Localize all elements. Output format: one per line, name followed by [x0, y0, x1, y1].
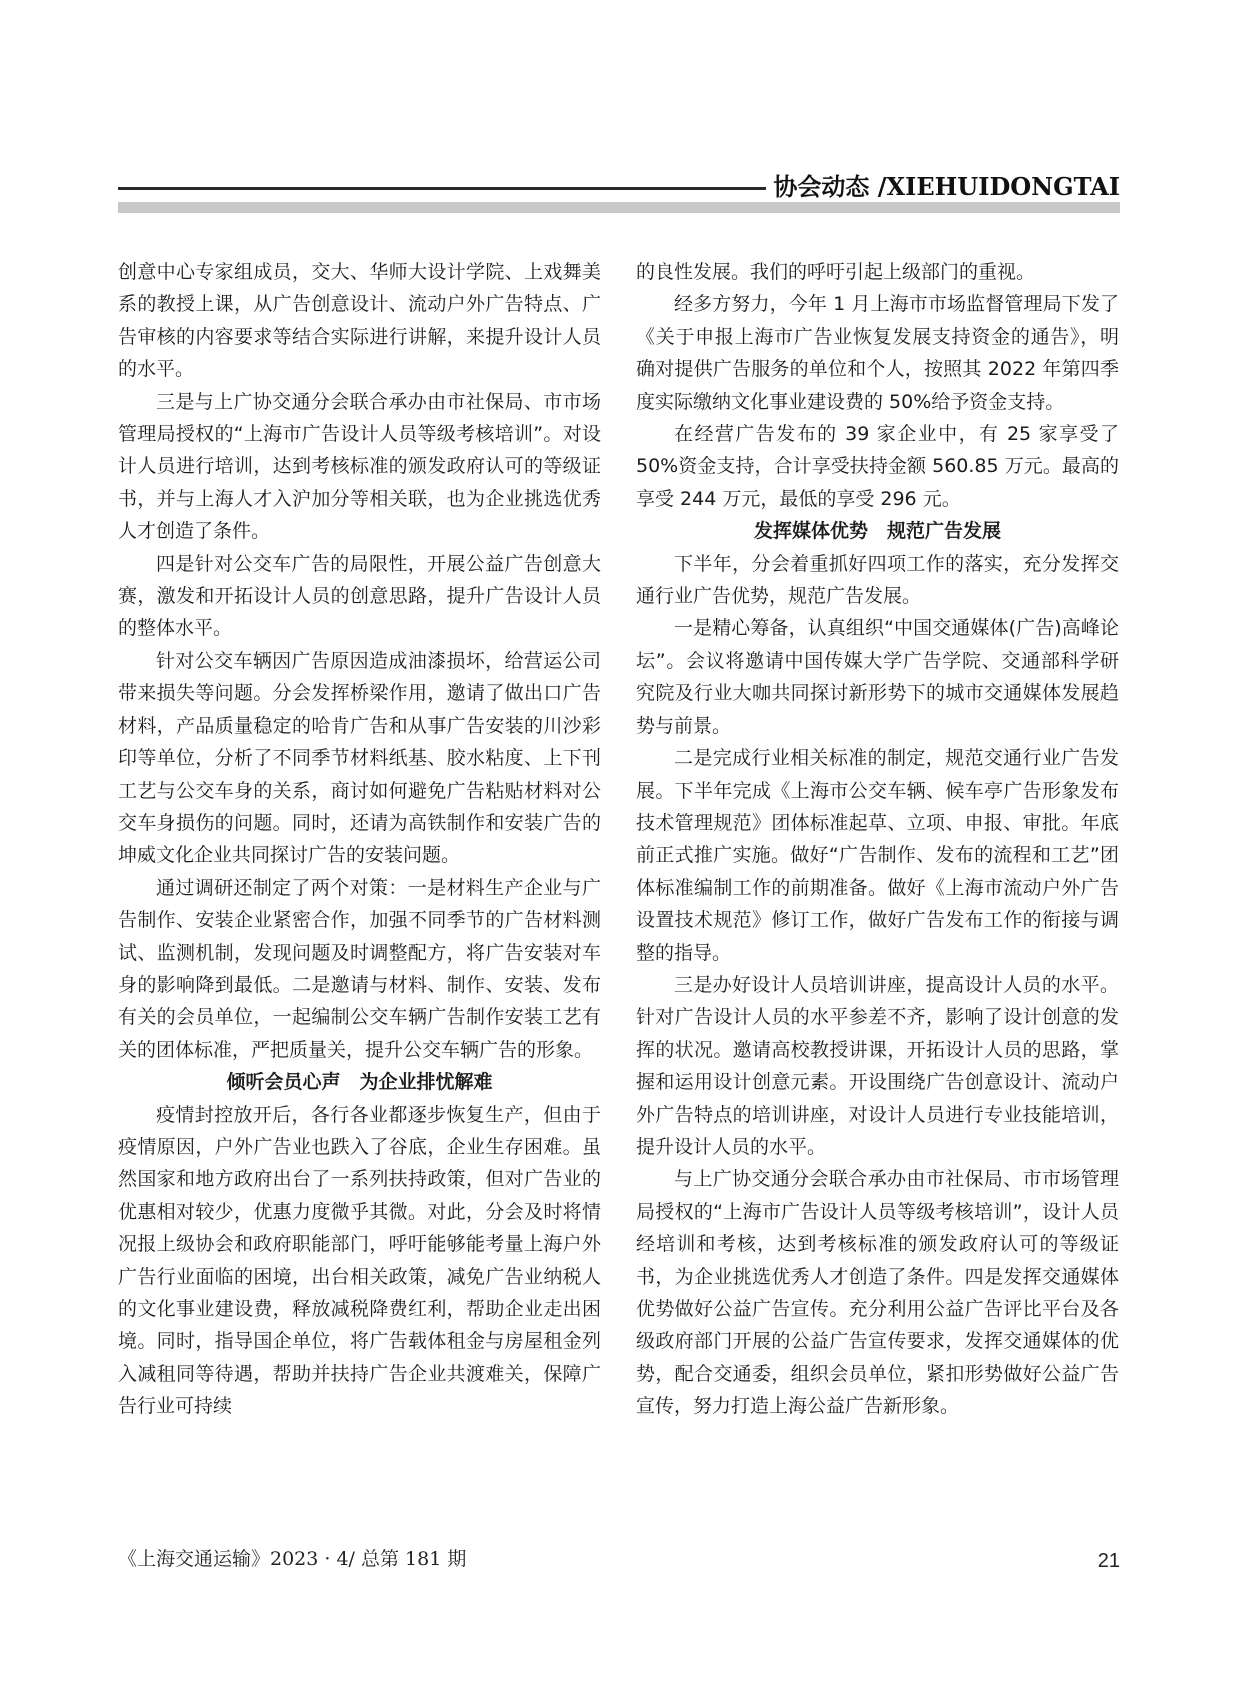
header-rule — [118, 187, 766, 190]
section-heading: 发挥媒体优势 规范广告发展 — [753, 520, 1001, 543]
paragraph: 创意中心专家组成员，交大、华师大设计学院、上戏舞美系的教授上课，从广告创意设计、流动户外广告特点、广告审核的内容要求等结合实际进行讲解，来提升设计人员的水平。 — [118, 261, 601, 381]
journal-issue: 《上海交通运输》2023 · 4/ 总第 181 期 — [118, 1548, 467, 1570]
paragraph: 的良性发展。我们的呼吁引起上级部门的重视。 — [636, 261, 1036, 283]
paragraph: 经多方努力，今年 1 月上海市市场监督管理局下发了《关于申报上海市广告业恢复发展支持资金的通告》，明确对提供广告服务的单位和个人，按照其 2022 年第四季度实际缴纳文化事业建设费的 50%给予资金支持。 — [636, 293, 1119, 413]
section-heading: 倾听会员心声 为企业排忧解难 — [226, 1071, 493, 1094]
paragraph: 二是完成行业相关标准的制定，规范交通行业广告发展。下半年完成《上海市公交车辆、候车亭广告形象发布技术管理规范》团体标准起草、立项、申报、审批。年底前正式推广实施。做好“广告制作、发布的流程和工艺”团体标准编制工作的前期准备。做好《上海市流动户外广告设置技术规范》修订工作，做好广告发布工作的衔接与调整的指导。 — [636, 747, 1119, 964]
section-header — [118, 168, 1120, 218]
paragraph: 三是与上广协交通分会联合承办由市社保局、市市场管理局授权的“上海市广告设计人员等级考核培训”。对设计人员进行培训，达到考核标准的颁发政府认可的等级证书，并与上海人才入沪加分等相关联，也为企业挑选优秀人才创造了条件。 — [118, 390, 601, 543]
paragraph: 针对公交车辆因广告原因造成油漆损坏，给营运公司带来损失等问题。分会发挥桥梁作用，邀请了做出口广告材料，产品质量稳定的哈肯广告和从事广告安装的川沙彩印等单位，分析了不同季节材料纸基、胶水粘度、上下刊工艺与公交车身的关系，商讨如何避免广告粘贴材料对公交车身损伤的问题。同时，还请为高铁制作和安装广告的坤威文化企业共同探讨广告的安装问题。 — [118, 649, 601, 867]
left-column — [118, 256, 601, 1423]
paragraph: 三是办好设计人员培训讲座，提高设计人员的水平。针对广告设计人员的水平参差不齐，影响了设计创意的发挥的状况。邀请高校教授讲课，开拓设计人员的思路，掌握和运用设计创意元素。开设围绕广告创意设计、流动户外广告特点的培训讲座，对设计人员进行专业技能培训，提升设计人员的水平。 — [636, 973, 1119, 1158]
paragraph: 与上广协交通分会联合承办由市社保局、市市场管理局授权的“上海市广告设计人员等级考核培训”，设计人员经培训和考核，达到考核标准的颁发政府认可的等级证书，为企业挑选优秀人才创造了条件。四是发挥交通媒体优势做好公益广告宣传。充分利用公益广告评比平台及各级政府部门开展的公益广告宣传要求，发挥交通媒体的优势，配合交通委，组织会员单位，紧扣形势做好公益广告宣传，努力打造上海公益广告新形象。 — [636, 1168, 1119, 1418]
paragraph: 在经营广告发布的 39 家企业中，有 25 家享受了 50%资金支持，合计享受扶持金额 560.85 万元。最高的享受 244 万元，最低的享受 296 元。 — [636, 423, 1119, 510]
right-column — [636, 256, 1119, 1423]
page-number: 21 — [1097, 1550, 1120, 1572]
paragraph: 通过调研还制定了两个对策：一是材料生产企业与广告制作、安装企业紧密合作，加强不同季节的广告材料测试、监测机制，发现问题及时调整配方，将广告安装对车身的影响降到最低。二是邀请与材料、制作、安装、发布有关的会员单位，一起编制公交车辆广告制作安装工艺有关的团体标准，严把质量关，提升公交车辆广告的形象。 — [118, 876, 601, 1061]
paragraph: 一是精心筹备，认真组织“中国交通媒体(广告)高峰论坛”。会议将邀请中国传媒大学广告学院、交通部科学研究院及行业大咖共同探讨新形势下的城市交通媒体发展趋势与前景。 — [636, 617, 1119, 737]
header-band — [118, 202, 1120, 213]
paragraph: 疫情封控放开后，各行各业都逐步恢复生产，但由于疫情原因，户外广告业也跌入了谷底，企业生存困难。虽然国家和地方政府出台了一系列扶持政策，但对广告业的优惠相对较少，优惠力度微乎其微。对此，分会及时将情况报上级协会和政府职能部门，呼吁能够能考量上海户外广告行业面临的困境，出台相关政策，减免广告业纳税人的文化事业建设费，释放减税降费红利，帮助企业走出困境。同时，指导国企单位，将广告载体租金与房屋租金列入减租同等待遇，帮助并扶持广告企业共渡难关，保障广告行业可持续 — [118, 1103, 601, 1418]
paragraph: 四是针对公交车广告的局限性，开展公益广告创意大赛，激发和开拓设计人员的创意思路，提升广告设计人员的整体水平。 — [118, 552, 601, 640]
paragraph: 下半年，分会着重抓好四项工作的落实，充分发挥交通行业广告优势，规范广告发展。 — [636, 552, 1119, 608]
section-title: 协会动态 /XIEHUIDONGTAI — [773, 172, 1120, 201]
